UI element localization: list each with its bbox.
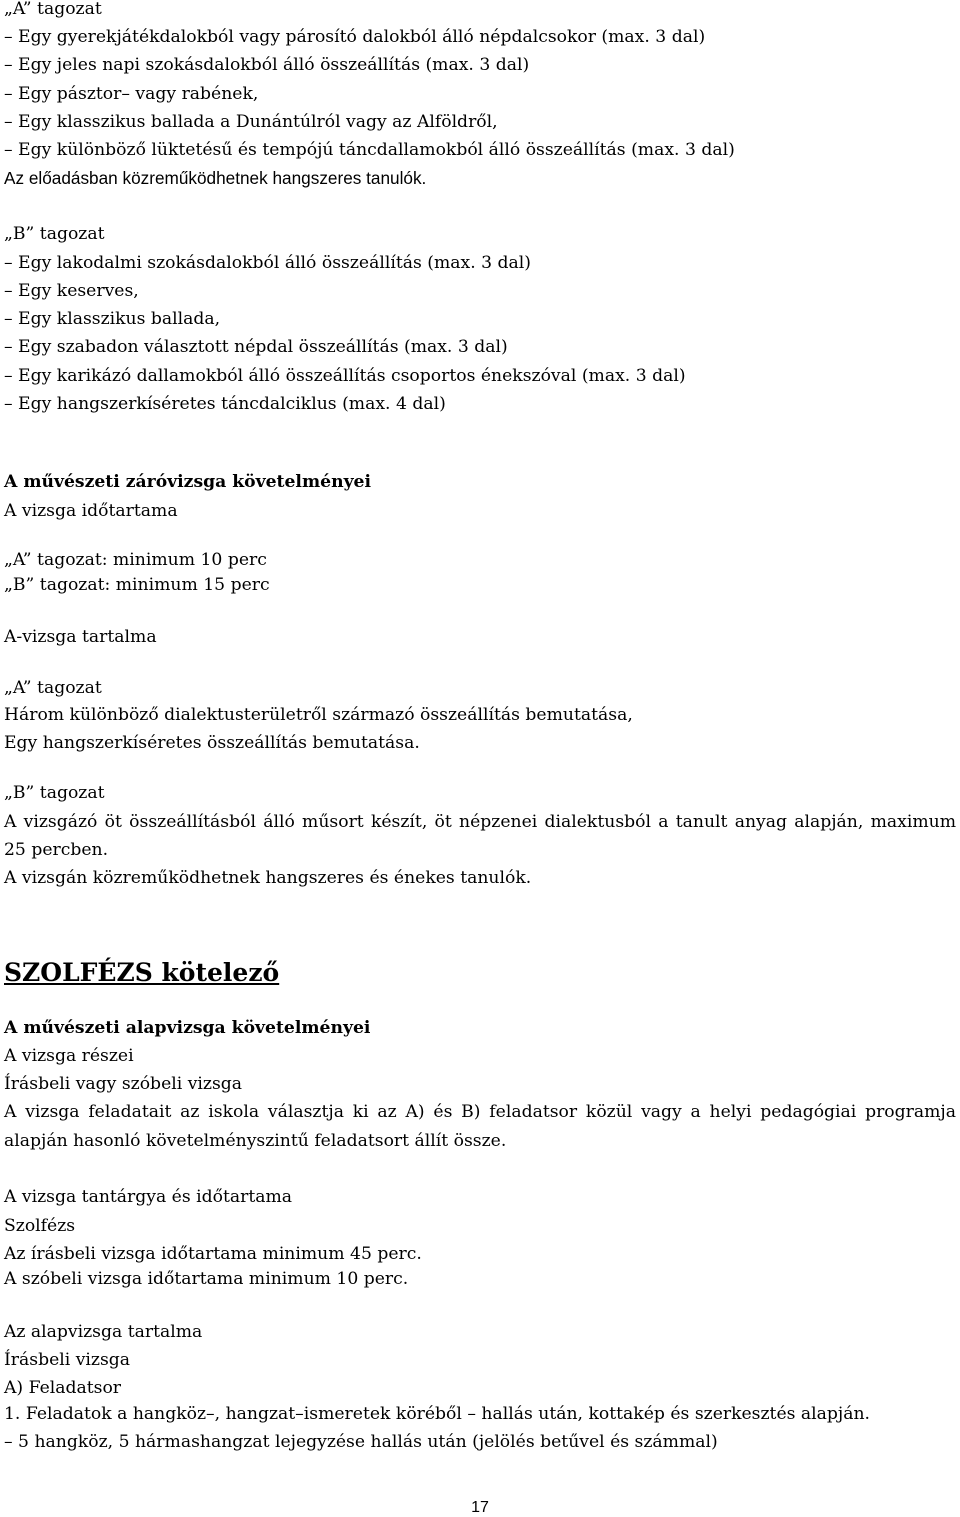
- final-exam-b-line: A vizsgán közreműködhetnek hangszeres és énekes tanulók.: [4, 868, 532, 888]
- task-subitem: – 5 hangköz, 5 hármashangzat lejegyzése hallás után (jelölés betűvel és számmal): [4, 1432, 718, 1452]
- list-item: – Egy lakodalmi szokásdalokból álló összeállítás (max. 3 dal): [4, 253, 531, 273]
- final-exam-a-heading: „A” tagozat: [4, 678, 102, 698]
- exam-parts-value: Írásbeli vagy szóbeli vizsga: [4, 1074, 243, 1094]
- final-exam-a-line: Egy hangszerkíséretes összeállítás bemutatása.: [4, 733, 420, 753]
- final-exam-b-line: A vizsgázó öt összeállításból álló műsort készít, öt népzenei dialektusból a tanult anyag alapján, maximum: [4, 812, 956, 832]
- task-set-label: A) Feladatsor: [4, 1378, 122, 1398]
- b-section-heading: „B” tagozat: [4, 224, 105, 244]
- final-exam-b-line: 25 percben.: [4, 840, 109, 860]
- final-exam-a-line: Három különböző dialektusterületről származó összeállítás bemutatása,: [4, 705, 633, 725]
- written-duration: Az írásbeli vizsga időtartama minimum 45 perc.: [4, 1244, 422, 1264]
- basic-exam-content-label: Az alapvizsga tartalma: [4, 1322, 203, 1342]
- exam-subject: Szolfézs: [4, 1216, 76, 1236]
- list-item: – Egy klasszikus ballada,: [4, 309, 221, 329]
- list-item: – Egy jeles napi szokásdalokból álló összeállítás (max. 3 dal): [4, 55, 530, 75]
- final-exam-title: A művészeti záróvizsga követelményei: [4, 472, 372, 492]
- list-item: – Egy hangszerkíséretes táncdalciklus (max. 4 dal): [4, 394, 446, 414]
- exam-subject-label: A vizsga tantárgya és időtartama: [4, 1187, 293, 1207]
- list-item: – Egy gyerekjátékdalokból vagy párosító dalokból álló népdalcsokor (max. 3 dal): [4, 27, 706, 47]
- final-exam-b-heading: „B” tagozat: [4, 783, 105, 803]
- list-item: – Egy pásztor– vagy rabének,: [4, 84, 259, 104]
- final-exam-duration-b: „B” tagozat: minimum 15 perc: [4, 575, 270, 595]
- list-item: – Egy keserves,: [4, 281, 139, 301]
- list-item: – Egy klasszikus ballada a Dunántúlról vagy az Alföldről,: [4, 112, 498, 132]
- page-number: 17: [471, 1499, 489, 1516]
- list-item: – Egy karikázó dallamokból álló összeállítás csoportos énekszóval (max. 3 dal): [4, 366, 686, 386]
- oral-duration: A szóbeli vizsga időtartama minimum 10 perc.: [4, 1269, 409, 1289]
- exam-tasks-line: alapján hasonló követelményszintű feladatsort állít össze.: [4, 1131, 507, 1151]
- list-item: – Egy különböző lüktetésű és tempójú táncdallamokból álló összeállítás (max. 3 dal): [4, 140, 735, 160]
- final-exam-content-label: A-vizsga tartalma: [4, 627, 157, 647]
- exam-tasks-line: A vizsga feladatait az iskola választja ki az A) és B) feladatsor közül vagy a helyi pedagógiai programja: [4, 1102, 956, 1122]
- task-item: 1. Feladatok a hangköz–, hangzat–ismeretek köréből – hallás után, kottakép és szerkesztés alapján.: [4, 1404, 871, 1424]
- solfege-title: SZOLFÉZS kötelező: [4, 958, 280, 987]
- exam-parts-label: A vizsga részei: [4, 1046, 134, 1066]
- a-section-heading: „A” tagozat: [4, 0, 102, 19]
- final-exam-duration-label: A vizsga időtartama: [4, 501, 178, 521]
- written-exam-label: Írásbeli vizsga: [4, 1350, 131, 1370]
- final-exam-duration-a: „A” tagozat: minimum 10 perc: [4, 550, 267, 570]
- basic-exam-title: A művészeti alapvizsga követelményei: [4, 1018, 371, 1038]
- list-item: – Egy szabadon választott népdal összeállítás (max. 3 dal): [4, 337, 508, 357]
- a-section-note: Az előadásban közreműködhetnek hangszeres tanulók.: [4, 168, 427, 188]
